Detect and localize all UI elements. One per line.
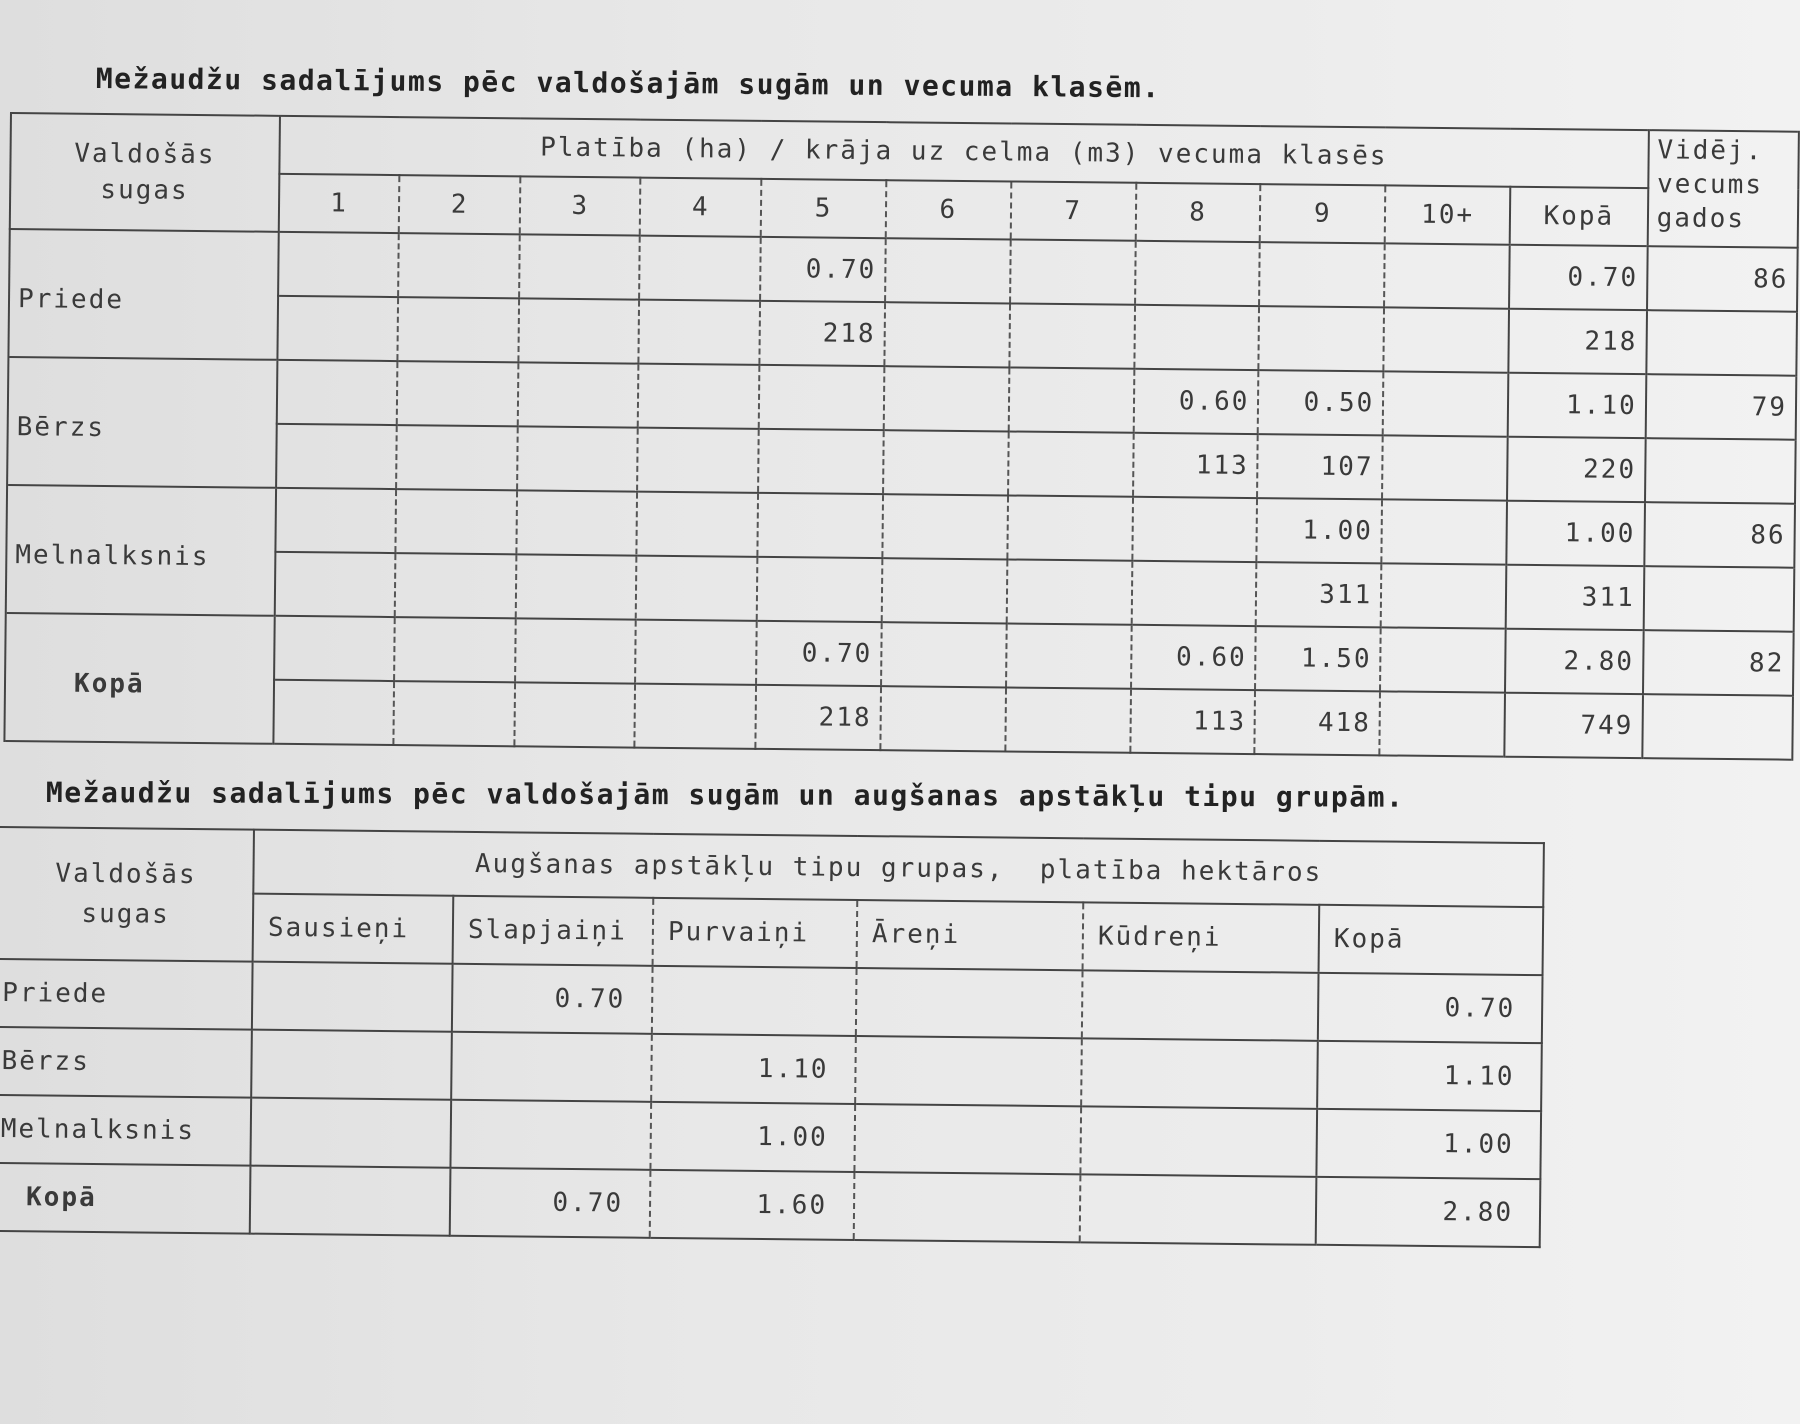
area-cell: 0.60: [1131, 625, 1256, 690]
area-cell: 1.50: [1255, 626, 1380, 691]
area-cell: [519, 234, 640, 299]
site-column-header-4: Āreņi: [857, 900, 1084, 970]
site-value-cell: [855, 1036, 1082, 1106]
area-cell: 0.70: [760, 237, 885, 302]
area-cell: [885, 238, 1010, 303]
site-species-name: Bērzs: [0, 1027, 252, 1098]
site-value-cell: [450, 1100, 651, 1170]
site-species-header: [0, 827, 254, 962]
site-value-cell: [451, 1032, 652, 1102]
area-cell: 0.70: [1509, 245, 1647, 310]
avg-age-cell: 86: [1644, 502, 1795, 568]
area-cell: 1.10: [1508, 373, 1646, 438]
site-table-body: [0, 959, 1543, 1247]
site-value-cell: [250, 1166, 451, 1236]
age-class-header-2: 2: [399, 175, 520, 234]
volume-cell: 218: [759, 301, 884, 366]
area-cell: 0.70: [756, 621, 881, 686]
volume-cell: [274, 552, 395, 617]
site-value-cell: [1080, 1106, 1317, 1176]
area-cell: [638, 364, 759, 429]
age-class-header-1: 1: [278, 174, 399, 233]
site-species-name: Priede: [0, 959, 253, 1030]
site-species-header-label: Valdošās sugas: [55, 858, 197, 930]
age-class-header-8: 8: [1135, 183, 1260, 242]
volume-cell: [882, 558, 1007, 623]
avg-age-header: [1647, 130, 1798, 248]
area-cell: [640, 236, 761, 301]
volume-cell: 107: [1257, 434, 1382, 499]
area-cell: [757, 493, 882, 558]
site-value-cell: 1.10: [651, 1034, 856, 1104]
area-cell: [1382, 499, 1507, 564]
area-cell: [276, 360, 397, 425]
area-cell: [1383, 371, 1508, 436]
avg-age-empty-cell: [1642, 694, 1793, 760]
volume-cell: [1008, 431, 1133, 496]
area-cell: 2.80: [1505, 629, 1643, 694]
volume-cell: [758, 429, 883, 494]
area-cell: [1135, 241, 1260, 306]
area-cell: 1.00: [1257, 498, 1382, 563]
site-value-cell: [250, 1098, 451, 1168]
age-class-header-4: 4: [640, 178, 761, 237]
site-value-cell: 0.70: [452, 964, 653, 1034]
species-name: Bērzs: [7, 357, 277, 488]
volume-cell: 311: [1506, 565, 1644, 630]
age-class-header-3: 3: [520, 176, 641, 235]
volume-cell: [880, 686, 1005, 751]
area-cell: 0.60: [1133, 369, 1258, 434]
site-value-cell: [1082, 970, 1319, 1040]
area-cell: [1007, 495, 1132, 560]
volume-cell: 218: [1508, 309, 1646, 374]
volume-cell: [277, 296, 398, 361]
area-cell: [516, 490, 637, 555]
volume-cell: [514, 682, 635, 747]
volume-cell: [1384, 307, 1509, 372]
volume-cell: [1380, 691, 1505, 756]
volume-cell: 418: [1255, 690, 1380, 755]
area-cell: 0.50: [1258, 370, 1383, 435]
area-cell: [1384, 243, 1509, 308]
age-table-body: [4, 229, 1797, 760]
avg-age-empty-cell: [1645, 438, 1796, 504]
volume-cell: [273, 680, 394, 745]
area-cell: [278, 232, 399, 297]
site-value-cell: [856, 968, 1083, 1038]
volume-cell: 218: [755, 685, 880, 750]
age-class-header-7: 7: [1010, 181, 1135, 240]
volume-cell: [517, 426, 638, 491]
area-cell: [1259, 242, 1384, 307]
species-name: Priede: [8, 229, 278, 360]
volume-cell: [1259, 306, 1384, 371]
site-value-cell: 1.00: [1316, 1109, 1541, 1179]
volume-cell: 113: [1130, 689, 1255, 754]
volume-cell: [638, 428, 759, 493]
site-value-cell: [854, 1172, 1081, 1242]
site-value-cell: 1.60: [650, 1170, 855, 1240]
site-column-header-5: Kūdreņi: [1083, 902, 1320, 972]
avg-age-cell: 82: [1643, 630, 1794, 696]
area-cell: [1008, 367, 1133, 432]
site-column-header-1: Sausieņi: [253, 894, 454, 964]
volume-cell: [395, 553, 516, 618]
age-group-header: Platība (ha) / krāja uz celma (m3) vecuma klasēs: [279, 116, 1649, 188]
age-class-header-5: 5: [761, 179, 886, 238]
site-value-cell: 0.70: [1318, 973, 1543, 1043]
area-cell: [636, 620, 757, 685]
site-table-title: Mežaudžu sadalījums pēc valdošajām sugām un augšanas apstākļu tipu grupām.: [45, 776, 1405, 814]
avg-age-header-label: Vidēj. vecums gados: [1656, 135, 1764, 235]
area-cell: [1132, 497, 1257, 562]
age-class-header-10: 10+: [1385, 185, 1510, 244]
site-column-header-3: Purvaiņi: [653, 898, 858, 968]
volume-cell: [516, 554, 637, 619]
area-cell: [884, 366, 1009, 431]
volume-cell: [396, 425, 517, 490]
avg-age-empty-cell: [1643, 566, 1794, 632]
site-value-cell: [1081, 1038, 1318, 1108]
area-cell: [275, 488, 396, 553]
site-value-cell: 2.80: [1316, 1177, 1541, 1247]
site-species-name: Kopā: [0, 1163, 250, 1234]
volume-cell: 749: [1504, 693, 1642, 758]
site-group-header: Augšanas apstākļu tipu grupas, platība hektāros: [253, 830, 1544, 908]
area-cell: [274, 616, 395, 681]
age-class-table: [3, 112, 1799, 761]
area-cell: [398, 233, 519, 298]
volume-cell: [1381, 563, 1506, 628]
area-cell: [882, 494, 1007, 559]
volume-cell: 311: [1256, 562, 1381, 627]
species-header-label: Valdošās sugas: [74, 138, 216, 206]
age-class-header-9: 9: [1260, 184, 1385, 243]
volume-cell: [394, 681, 515, 746]
avg-age-cell: 79: [1645, 374, 1796, 440]
volume-cell: [1005, 687, 1130, 752]
site-type-table: [0, 826, 1545, 1248]
volume-cell: [1131, 561, 1256, 626]
volume-cell: [276, 424, 397, 489]
volume-cell: [635, 684, 756, 749]
area-cell: [637, 492, 758, 557]
area-cell: [1010, 239, 1135, 304]
volume-cell: [1134, 305, 1259, 370]
area-cell: [396, 489, 517, 554]
avg-age-cell: 86: [1647, 246, 1798, 312]
site-table-header-row: [0, 827, 1544, 907]
volume-cell: 220: [1507, 437, 1645, 502]
site-value-cell: 1.10: [1317, 1041, 1542, 1111]
site-value-cell: [251, 1030, 452, 1100]
site-value-cell: [652, 966, 857, 1036]
area-cell: 1.00: [1506, 501, 1644, 566]
volume-cell: [884, 302, 1009, 367]
volume-cell: [1382, 435, 1507, 500]
avg-age-empty-cell: [1646, 310, 1797, 376]
site-value-cell: [854, 1104, 1081, 1174]
age-table-title: Mežaudžu sadalījums pēc valdošajām sugām un vecuma klasēm.: [95, 62, 1161, 105]
area-cell: [881, 622, 1006, 687]
area-cell: [759, 365, 884, 430]
site-value-cell: [252, 962, 453, 1032]
area-cell: [1006, 623, 1131, 688]
volume-cell: [1006, 559, 1131, 624]
area-cell: [394, 617, 515, 682]
volume-cell: [639, 300, 760, 365]
area-cell: [518, 362, 639, 427]
age-class-header-11: Kopā: [1510, 187, 1648, 246]
site-value-cell: [1080, 1174, 1317, 1244]
volume-cell: [883, 430, 1008, 495]
site-value-cell: 1.00: [650, 1102, 855, 1172]
area-cell: [397, 361, 518, 426]
volume-cell: [757, 557, 882, 622]
species-header: [10, 113, 280, 232]
volume-cell: 113: [1133, 433, 1258, 498]
age-class-header-6: 6: [886, 180, 1011, 239]
species-name: Melnalksnis: [6, 485, 276, 616]
volume-cell: [1009, 303, 1134, 368]
volume-cell: [398, 297, 519, 362]
volume-cell: [518, 298, 639, 363]
area-cell: [1380, 627, 1505, 692]
site-column-header-6: Kopā: [1319, 905, 1544, 975]
site-species-name: Melnalksnis: [0, 1095, 251, 1166]
area-cell: [515, 618, 636, 683]
volume-cell: [636, 556, 757, 621]
site-column-header-2: Slapjaiņi: [453, 896, 654, 966]
species-name: Kopā: [4, 613, 274, 744]
site-value-cell: 0.70: [450, 1168, 651, 1238]
